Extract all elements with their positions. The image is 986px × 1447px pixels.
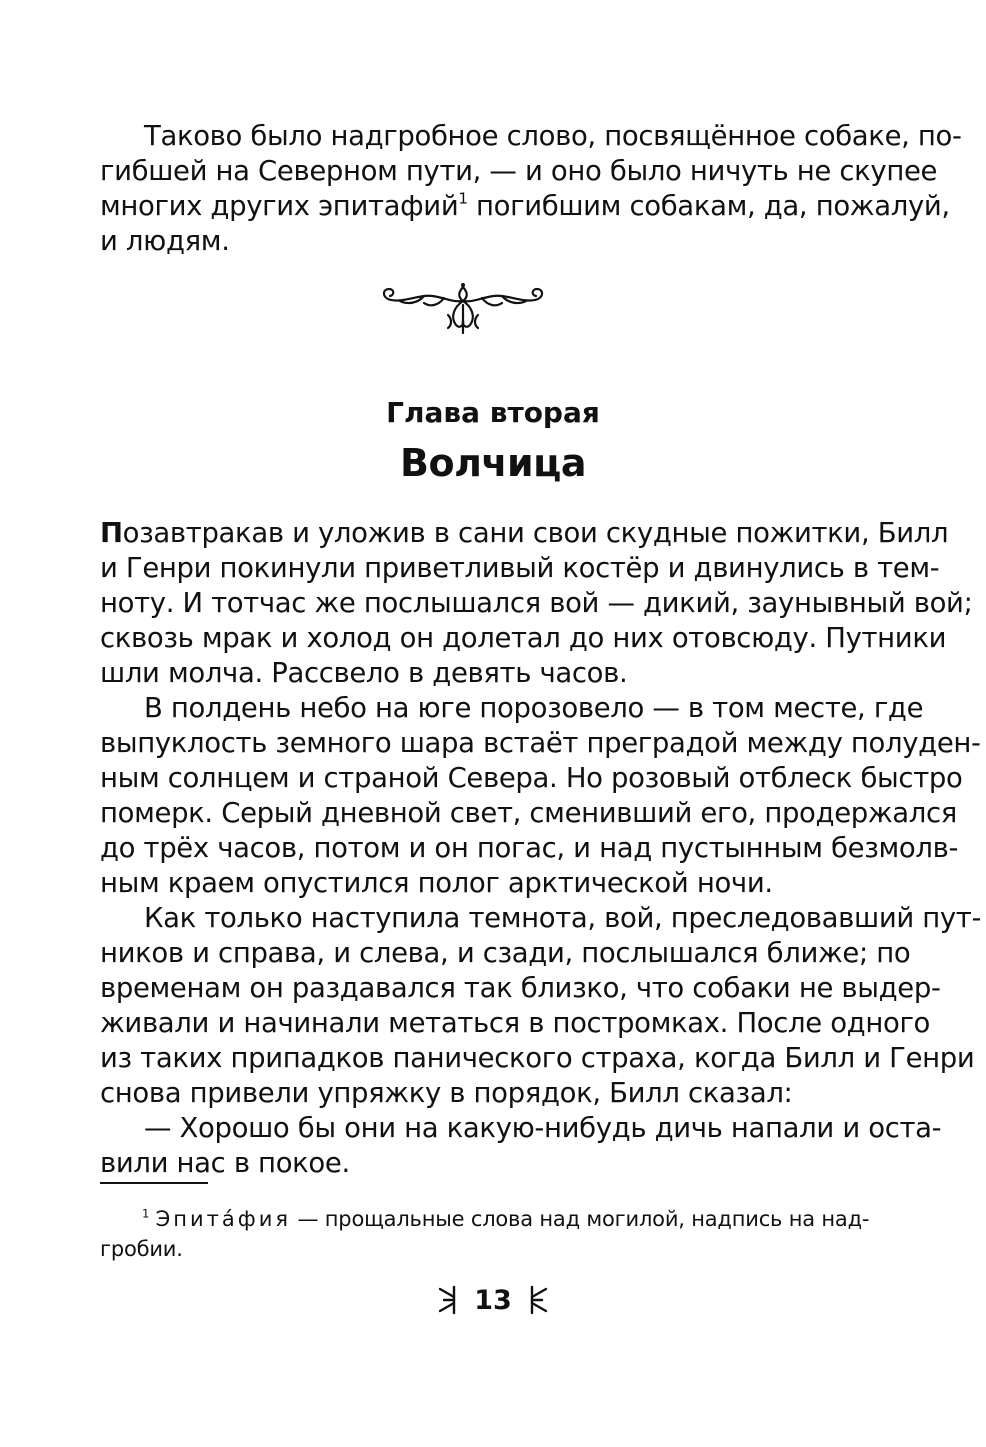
text-line: ным краем опустился полог арктической ночи. xyxy=(100,867,773,899)
text-line: Таково было надгробное слово, посвящённое собаке, по- xyxy=(144,120,962,152)
footnote-number: 1 xyxy=(142,1206,150,1221)
text-line: шли молча. Рассвело в девять часов. xyxy=(100,657,628,689)
text-line xyxy=(100,189,950,222)
text-line: ников и справа, и слева, и сзади, послышался ближе; по xyxy=(100,937,911,969)
text-line: из таких припадков панического страха, когда Билл и Генри xyxy=(100,1042,975,1074)
text-line xyxy=(100,517,949,549)
footnote-marker[interactable]: 1 xyxy=(458,189,468,208)
footnote-line xyxy=(100,1206,870,1231)
footnote-term: Эпита́фия xyxy=(155,1207,292,1231)
text-line: вили нас в покое. xyxy=(100,1147,350,1179)
text-line: гибшей на Северном пути, — и оно было ничуть не скупее xyxy=(100,155,938,187)
text-line: сквозь мрак и холод он долетал до них отовсюду. Путники xyxy=(100,622,947,654)
text-line: до трёх часов, потом и он погас, и над пустынным безмолв- xyxy=(100,832,959,864)
page-number-right-flourish-icon xyxy=(526,1285,550,1315)
text-line: живали и начинали метаться в постромках. После одного xyxy=(100,1007,931,1039)
text-fragment: многих других эпитафий xyxy=(100,190,459,222)
footnote-text: — прощальные слова над могилой, надпись на над- xyxy=(291,1207,870,1231)
text-line: выпуклость земного шара встаёт преградой между полуден- xyxy=(100,727,981,759)
footnote-line: гробии. xyxy=(100,1237,183,1261)
text-line: и Генри покинули приветливый костёр и двинулись в тем- xyxy=(100,552,940,584)
text-line: ным солнцем и страной Севера. Но розовый отблеск быстро xyxy=(100,762,963,794)
chapter-label: Глава вторая xyxy=(386,396,600,429)
text-line: — Хорошо бы они на какую-нибудь дичь напали и оста- xyxy=(144,1112,942,1144)
chapter-title: Волчица xyxy=(400,441,586,485)
text-line: Как только наступила темнота, вой, преследовавший пут- xyxy=(144,902,982,934)
text-line: померк. Серый дневной свет, сменивший его, продержался xyxy=(100,797,957,829)
text-line: В полдень небо на юге порозовело — в том месте, где xyxy=(144,692,924,724)
vignette-ornament-icon xyxy=(378,281,548,337)
footnote-divider xyxy=(100,1182,208,1184)
drop-cap: П xyxy=(100,517,123,549)
text-line: временам он раздавался так близко, что собаки не выдер- xyxy=(100,972,941,1004)
page-number: 13 xyxy=(474,1284,512,1316)
text-fragment: погибшим собакам, да, пожалуй, xyxy=(467,190,950,222)
page-number-block xyxy=(0,1283,986,1317)
text-line: ноту. И тотчас же послышался вой — дикий, заунывный вой; xyxy=(100,587,973,619)
text-line: снова привели упряжку в порядок, Билл сказал: xyxy=(100,1077,793,1109)
text-fragment: озавтракав и уложив в сани свои скудные пожитки, Билл xyxy=(122,517,949,549)
page-number-left-flourish-icon xyxy=(436,1285,460,1315)
text-line: и людям. xyxy=(100,225,230,257)
